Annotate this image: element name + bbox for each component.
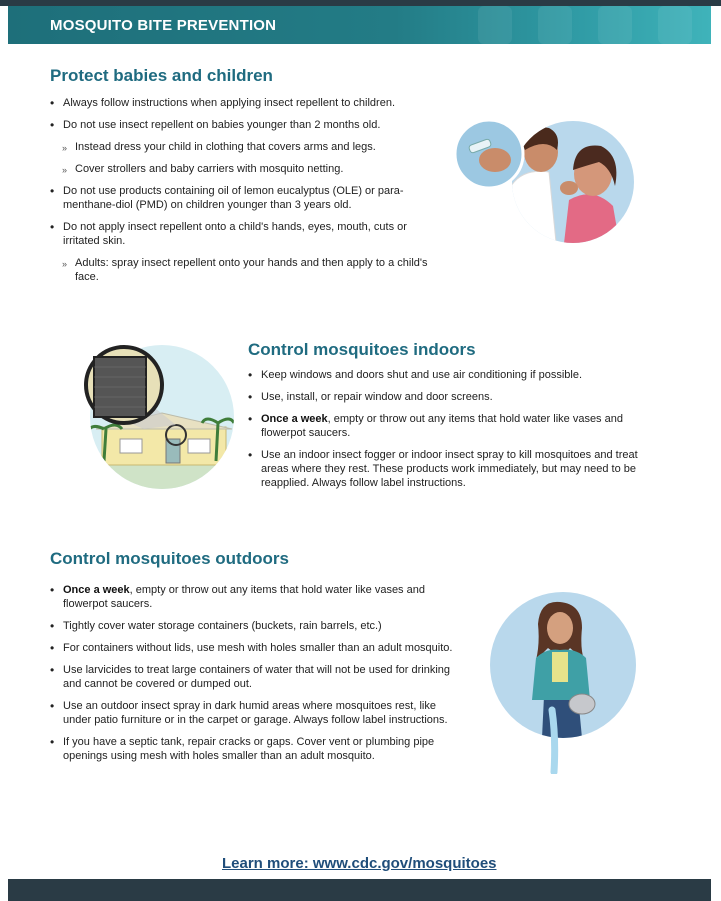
babies-list-item — [62, 140, 435, 154]
list-item-text: Do not use products containing oil of lemon eucalyptus (OLE) or para-menthane-diol (PMD) on children younger than 3 years old. — [63, 185, 404, 211]
parent-applying-repellent-illustration — [453, 116, 635, 252]
list-item-text: Adults: spray insect repellent onto your hands and then apply to a child's face. — [75, 257, 428, 283]
outdoors-list — [50, 583, 460, 771]
outdoors-list-item — [50, 735, 460, 763]
list-item-text: For containers without lids, use mesh with holes smaller than an adult mosquito. — [63, 642, 453, 654]
babies-list-item — [62, 256, 435, 284]
bottom-bar — [8, 879, 711, 901]
list-item-text: , empty or throw out any items that hold water like vases and flowerpot saucers. — [261, 413, 623, 439]
list-item-text: Do not apply insect repellent onto a child's hands, eyes, mouth, cuts or irritated skin. — [63, 221, 407, 247]
babies-list-item — [62, 162, 435, 176]
outdoors-list-item — [50, 641, 460, 655]
house-window-screen-illustration — [84, 343, 236, 491]
emphasis-text: Once a week — [63, 584, 130, 596]
babies-list-item — [50, 184, 435, 212]
list-item-text: Use an indoor insect fogger or indoor insect spray to kill mosquitoes and treat areas where they rest. These products work immediately, but may need to be reapplied. Always follow label instructions. — [261, 449, 638, 489]
babies-list-item — [50, 220, 435, 248]
woman-emptying-water-illustration — [486, 588, 640, 774]
outdoors-list-item — [50, 583, 460, 611]
babies-list-item — [50, 96, 435, 110]
indoors-list-item — [248, 390, 660, 404]
list-item-text: , empty or throw out any items that hold water like vases and flowerpot saucers. — [63, 584, 425, 610]
indoors-list-item — [248, 448, 660, 490]
section-title-indoors: Control mosquitoes indoors — [248, 340, 476, 359]
list-item-text: Keep windows and doors shut and use air conditioning if possible. — [261, 369, 583, 381]
list-item-text: Use, install, or repair window and door screens. — [261, 391, 493, 403]
outdoors-list-item — [50, 619, 460, 633]
indoors-list — [248, 368, 660, 498]
section-title-babies: Protect babies and children — [50, 66, 273, 85]
list-item-text: If you have a septic tank, repair cracks or gaps. Cover vent or plumbing pipe openings using mesh with holes smaller than an adult mosquito. — [63, 736, 435, 762]
indoors-list-item — [248, 368, 660, 382]
list-item-text: Instead dress your child in clothing that covers arms and legs. — [75, 141, 376, 153]
list-item-text: Tightly cover water storage containers (buckets, rain barrels, etc.) — [63, 620, 382, 632]
learn-more-link[interactable]: Learn more: www.cdc.gov/mosquitoes — [222, 855, 497, 872]
list-item-text: Use larvicides to treat large containers of water that will not be used for drinking and cannot be covered or dumped out. — [63, 664, 451, 690]
babies-list — [50, 96, 435, 292]
emphasis-text: Once a week — [261, 413, 328, 425]
list-item-text: Do not use insect repellent on babies younger than 2 months old. — [63, 119, 381, 131]
outdoors-list-item — [50, 663, 460, 691]
list-item-text: Always follow instructions when applying insect repellent to children. — [63, 97, 396, 109]
section-title-outdoors: Control mosquitoes outdoors — [50, 549, 289, 568]
babies-list-item — [50, 118, 435, 132]
indoors-list-item — [248, 412, 660, 440]
page-title: MOSQUITO BITE PREVENTION — [50, 17, 277, 34]
outdoors-list-item — [50, 699, 460, 727]
header-bar — [8, 6, 711, 44]
list-item-text: Use an outdoor insect spray in dark humid areas where mosquitoes rest, like under patio furniture or in the carpet or garage. Always follow label instructions. — [63, 700, 448, 726]
list-item-text: Cover strollers and baby carriers with mosquito netting. — [75, 163, 344, 175]
